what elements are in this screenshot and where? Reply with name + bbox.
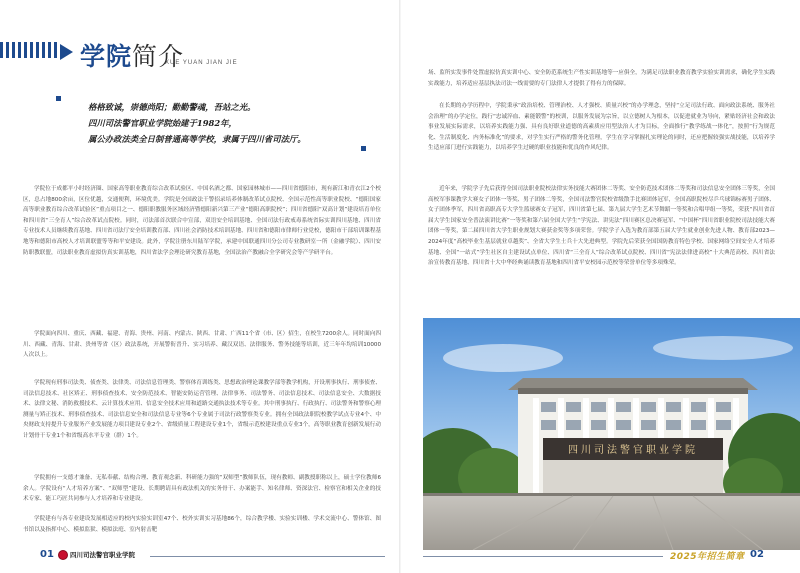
intro-paragraph: 学院拥有一支德才兼备、无私奉献、结构合理、教育观念新、科研能力强的“双师型”教师队伍，现有教师、副教授职称以上，硕士学位教师6余人。学院设有“人才培养方案”、“双师型”建设、长期聘请具有政法机关的实务骨干、办案能手、知名律师、资深法官、检察官和相关企业的技术专家、能工巧匠共同参与人才培养和专业建设。: [23, 475, 381, 503]
footer-divider: [423, 556, 663, 557]
school-emblem-icon: [58, 550, 68, 560]
campus-building-illustration: [423, 318, 800, 550]
page-number-right: 02: [750, 549, 764, 560]
motto-line: 四川司法警官职业学院始建于1982年，: [88, 118, 237, 128]
intro-paragraph: 场、监所实发事件处置虚拟仿真实训中心、安全防范系统生产性实训基地等一应俱全，为满足司法职业教育教学实验实训需求，确化学生实践实战能力，培养适应基层执法司法一线需要的专门法律人才提供了得有力的保障。: [428, 70, 775, 87]
intro-paragraph: 学院现有刑事司法类、侦查类、法律类、司法信息管理类、警察体育训练类、思想政治理论课教学部等教学机构，开设刑事执行、刑事侦查、司法信息技术、社区矫正、刑事侦查技术、安全防范技术、智能安防运营管理、法律事务、司法警务、司法信息技术、司法信息安全、大数据技术、法律文秘、消防救援技术、云计算技术应用、信息安全技术应用和道路交通执法技术等专业。其中刑事执行、行政执行、司法警务和警察心理测量与矫正技术、刑事侦查技术、司法信息安全和司法信息专业等6个专业属于司法行政警察类专业。拥有全国政法职院校教学试点专业4个、中央财政支持提升专业服务产业发展能力项目建设专业2个、省级质量工程建设专业1个，省级示范校建设重点专业3个，高等职业教育创新发展行动计划骨干专业1个和省级高水平专业（群）1个。: [23, 380, 382, 439]
footer-divider: [150, 556, 385, 557]
footer-tagline: 2025年招生简章: [670, 552, 745, 562]
header-stripe-decoration: [0, 42, 58, 58]
motto-quote-box: [56, 96, 366, 151]
right-page: [400, 0, 800, 573]
quote-corner-decoration: [361, 146, 366, 151]
motto-line: 格格致诚，崇德尚阳；勤勤警魂，吾站之光。: [88, 102, 256, 112]
page-title-main: 学院: [80, 42, 133, 71]
page-title-english: XUE YUAN JIAN JIE: [165, 60, 238, 66]
motto-line: 属公办政法类全日制普通高等学校，隶属于四川省司法厅。: [88, 134, 306, 144]
entrance-sign-text: 四川司法警官职业学院: [568, 445, 698, 456]
page-number-left: 01: [40, 549, 54, 560]
campus-photo: [423, 318, 800, 550]
page-title-sub: 简介: [132, 42, 185, 71]
intro-paragraph: 近年来，学院学子先后获得全国司法职业院校法律实务技能大赛团体二等奖、安全防范技术团体二等奖和司法信息安全团体三等奖，全国高校军事课教学大赛女子团体一等奖、男子团体二等奖，全国司法警官院校省级散手比赛团体冠军，全国高职院校尽乒乓球锦标赛男子团体、女子团体季军，四川省高职高专大学生篮球赛女子冠军，四川省第七届、第九届大学生艺术节舞蹈一等奖和合唱甲组一等奖，荣获“四川省首届大学生国家安全普法演讲比赛”一等奖和第六届全国大学生“学宪法、讲宪法”四川赛区总决赛冠军、“中国杯”四川省职业院校司法技能大赛团体一等奖，第二届四川省大学生职业规划大赛获金奖等多项荣誉。学院学子入选为教育部第五届大学生就业创业先进人物、教育部2023—2024年度“高校毕业生基层就业卓越奖”、全省大学生士兵十大先进典型。学院先后荣获全国国防教育特色学校、国家网络空间安全人才培养基地、全国“一站式”学生社区自主建设试点单位、四川省“三全育人”综合改革试点院校、四川省“宪法法律进高校”十大典范高校、四川省法治宣传教育基地、四川省十大中华经典诵读教育基地和四川省平安校园示范校等荣誉单位等多项殊荣。: [428, 186, 775, 267]
intro-paragraph: 学院建有与各专业建设发展相适应的校内实验实训室47个、校外实训实习基地86个，综合教学楼、实验实训楼、学术交流中心、警体馆、图书馆以及指挥中心、模拟监狱、模拟法庭、室内射击靶: [23, 516, 381, 533]
quote-corner-decoration: [56, 96, 61, 101]
intro-paragraph: 在长期的办学历程中，学院秉承“政治培校、管理治校、人才强校、质量兴校”的办学理念，坚持“立足司法行政、面向政法系统、服务社会治理”的办学定位，践行“忠诚淬血、素能锻警”的校训，以服务发展为宗旨，以立德树人为根本，以促进就业为导向，紧贴经济社会和政法事业发展实际需求，以培养实践能力强、具有良好职业道德的高素质应用型法治人才为目标，全面推行“教学练战一体化”，按照“行为规范化、生活制度化、内务标准化”的要求，对学生实行严格的警务化管理，学生在学习掌握扎实理论的同时，还应把握较强实战技能，以培养学生适应部门进行实践能力，以培养学生过硬的职业技能和优良的作风纪律。: [428, 103, 775, 152]
page-title: [80, 37, 184, 73]
intro-paragraph: 学院面向四川、重庆、西藏、福建、青海、贵州、河南、内蒙古、陕西、甘肃、广西11个省（市、区）招生，在校生7200余人。同时面向四川、西藏、青海、甘肃、贵州等省（区）政法系统，开展警衔晋升、实习培养、藏汉双语、法律服务、警务技能等培训，近三年年均培训10000人次以上。: [23, 331, 381, 359]
footer-school-name: 四川司法警官职业学院: [70, 551, 135, 559]
header-arrow-icon: [60, 44, 73, 60]
intro-paragraph: 学院位于成都平小时经济圈、国家高等职业教育综合改革试验区、中国名酒之都、国家园林城市——四川省德阳市，现有新江和青衣江2个校区，总占地800余亩，区位优越，交通便利，环境优美。学院是全国政法干警招录培养体制改革试点院校、全国示范性高等职业院校、“德阳国家高等职业教育综合改革试验区”重点项目之一、德阳职教服务区域经济暨德阳新兴第三产业“德阳高职院校”；四川省德阳“双高计划”建设培育单位和四川省“三全育人”综合改革试点院校。同时，司法部首次联合中宣部，双语安全培训基地、全国司法行政戒毒系统省际实训四川基地、四川省专业技术人员继续教育基地、四川省司法厅安全培训教育部、四川社会消防技术培训基地、四川省和德阳市律师行业党校，德阳市干部培训课程基地等和德阳市高校人才培训联盟等等和平安建设。此外，学院注册东川陆军学院，承建中国联通四川分公司专业教研室一所（金融学院）、四川安防职教联盟，司法职业教育虚拟仿真实训基地，四川省法学会理论研究教育基地，全国法治产教融合全学研究会等产学研平台。: [23, 186, 382, 256]
